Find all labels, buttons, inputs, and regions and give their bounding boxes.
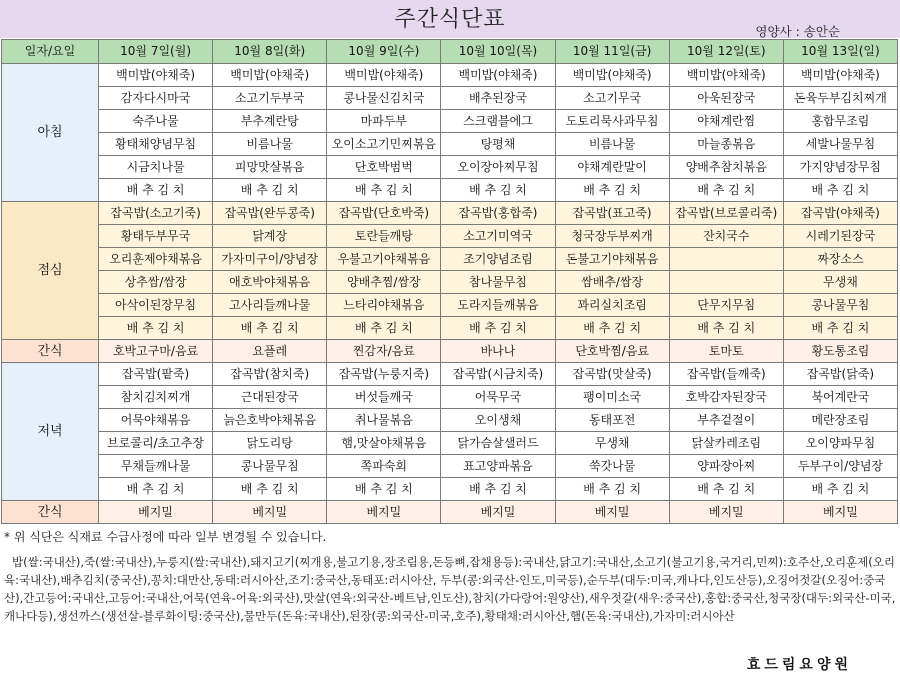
menu-cell: 닭가슴살샐러드	[441, 432, 555, 455]
menu-cell: 팽이미소국	[555, 386, 669, 409]
morning-row	[2, 110, 898, 133]
menu-cell: 꽈리실치조림	[555, 294, 669, 317]
menu-cell: 베지밀	[555, 501, 669, 524]
header-day-1: 10월 7일(월)	[99, 40, 213, 64]
menu-cell: 닭계장	[213, 225, 327, 248]
menu-cell: 시레기된장국	[783, 225, 897, 248]
menu-cell: 배 추 김 치	[99, 179, 213, 202]
menu-cell: 동태포전	[555, 409, 669, 432]
menu-cell: 백미밥(야채죽)	[327, 64, 441, 87]
menu-cell: 잡곡밥(참치죽)	[213, 363, 327, 386]
menu-cell: 오리훈제야채볶음	[99, 248, 213, 271]
menu-cell: 돈불고기야채볶음	[555, 248, 669, 271]
header-row	[2, 40, 898, 64]
menu-cell: 백미밥(야채죽)	[213, 64, 327, 87]
origin-text: 밥(쌀:국내산),죽(쌀:국내산),누룽지(쌀:국내산),돼지고기(찌개용,불고기용,장조림용,돈등뼈,잡채용등):국내산,닭고기:국내산,소고기(불고기용,국거리,민찌):호주산,오리훈제(오리육:국내산),배추김치(중국산),꽁치:대만산,동태:러시아산,조기:중국산,동태포:러시아산, 두부(콩:외국산-인도,미국등),순두부(대두:미국,캐나다,인도산등),오징어젓갈(오징어:중국산),간고등어:국내산,고등어:국내산,어묵(연육-어육:외국산),맛살(연육:외국산-베트남,인도산),참치(가다랑어:원양산),새우젓갈(새우:중국산),홍합:중국산,청국장(대두:외국산-미국,캐나다등),생선까스(생선살-블루화이팅:중국산),물만두(돈육:국내산),된장(콩:외국산-미국,호주),황태채:러시아산,햄(돈육:국내산),가자미:러시아산	[4, 555, 896, 623]
menu-cell: 백미밥(야채죽)	[441, 64, 555, 87]
lunch-row	[2, 271, 898, 294]
menu-cell: 버섯들깨국	[327, 386, 441, 409]
morning-row	[2, 64, 898, 87]
weekly-menu-table	[1, 39, 898, 524]
dinner-row	[2, 409, 898, 432]
menu-cell: 배 추 김 치	[555, 478, 669, 501]
menu-cell: 근대된장국	[213, 386, 327, 409]
menu-cell: 백미밥(야채죽)	[669, 64, 783, 87]
menu-cell: 배 추 김 치	[669, 317, 783, 340]
menu-cell: 참나물무침	[441, 271, 555, 294]
menu-cell: 무채들깨나물	[99, 455, 213, 478]
menu-cell: 단무지무침	[669, 294, 783, 317]
menu-cell: 베지밀	[327, 501, 441, 524]
menu-cell: 호박감자된장국	[669, 386, 783, 409]
menu-cell: 배 추 김 치	[669, 478, 783, 501]
menu-cell: 황태채양념무침	[99, 133, 213, 156]
menu-cell: 비름나물	[555, 133, 669, 156]
header-day-7: 10월 13일(일)	[783, 40, 897, 64]
snack2-row	[2, 501, 898, 524]
menu-cell: 상추쌈/쌈장	[99, 271, 213, 294]
menu-cell: 탕평채	[441, 133, 555, 156]
dinner-row	[2, 455, 898, 478]
menu-cell: 배 추 김 치	[555, 317, 669, 340]
menu-cell: 어묵야채볶음	[99, 409, 213, 432]
menu-cell: 콩나물무침	[213, 455, 327, 478]
menu-cell: 잡곡밥(브로콜리죽)	[669, 202, 783, 225]
menu-cell: 배 추 김 치	[441, 179, 555, 202]
menu-cell: 어묵무국	[441, 386, 555, 409]
menu-cell: 부추겉절이	[669, 409, 783, 432]
menu-cell: 잡곡밥(야채죽)	[783, 202, 897, 225]
menu-cell: 배 추 김 치	[327, 179, 441, 202]
menu-cell: 소고기무국	[555, 87, 669, 110]
menu-cell: 배 추 김 치	[441, 478, 555, 501]
header-day-5: 10월 11일(금)	[555, 40, 669, 64]
menu-cell: 시금치나물	[99, 156, 213, 179]
menu-cell: 황도통조림	[783, 340, 897, 363]
header-day-4: 10월 10일(목)	[441, 40, 555, 64]
header-day-2: 10월 8일(화)	[213, 40, 327, 64]
dinner-label: 저녁	[2, 363, 99, 501]
menu-cell: 북어계란국	[783, 386, 897, 409]
menu-cell: 백미밥(야채죽)	[555, 64, 669, 87]
menu-cell: 요플레	[213, 340, 327, 363]
menu-cell: 배 추 김 치	[213, 317, 327, 340]
menu-cell: 잡곡밥(홍합죽)	[441, 202, 555, 225]
menu-cell: 돈육두부김치찌개	[783, 87, 897, 110]
menu-cell: 배 추 김 치	[783, 317, 897, 340]
morning-row	[2, 87, 898, 110]
menu-cell	[669, 271, 783, 294]
menu-cell: 참치김치찌개	[99, 386, 213, 409]
menu-cell: 양배추참치볶음	[669, 156, 783, 179]
morning-row	[2, 133, 898, 156]
menu-cell: 잡곡밥(맛살죽)	[555, 363, 669, 386]
menu-cell: 잡곡밥(팥죽)	[99, 363, 213, 386]
menu-cell: 베지밀	[99, 501, 213, 524]
menu-cell: 오이양파무침	[783, 432, 897, 455]
menu-cell: 도라지들깨볶음	[441, 294, 555, 317]
menu-cell: 청국장두부찌개	[555, 225, 669, 248]
menu-cell: 황태두부무국	[99, 225, 213, 248]
lunch-row	[2, 225, 898, 248]
menu-cell: 오이생채	[441, 409, 555, 432]
lunch-label: 점심	[2, 202, 99, 340]
menu-cell: 브로콜리/초고추장	[99, 432, 213, 455]
menu-cell: 느타리야채볶음	[327, 294, 441, 317]
facility-name: 효드림요양원	[746, 657, 852, 673]
menu-cell: 호박고구마/음료	[99, 340, 213, 363]
menu-cell: 마늘종볶음	[669, 133, 783, 156]
menu-cell: 잡곡밥(시금치죽)	[441, 363, 555, 386]
menu-cell: 애호박야채볶음	[213, 271, 327, 294]
nutritionist-label: 영양사 : 송안순	[755, 24, 840, 39]
lunch-row	[2, 248, 898, 271]
dinner-row	[2, 432, 898, 455]
menu-cell: 도토리묵사과무침	[555, 110, 669, 133]
snack1-row	[2, 340, 898, 363]
menu-cell: 소고기미역국	[441, 225, 555, 248]
page-title: 주간식단표	[394, 7, 506, 32]
morning-row	[2, 179, 898, 202]
menu-cell: 베지밀	[669, 501, 783, 524]
menu-cell: 백미밥(야채죽)	[783, 64, 897, 87]
menu-cell: 부추계란탕	[213, 110, 327, 133]
header-day-6: 10월 12일(토)	[669, 40, 783, 64]
menu-cell: 아욱된장국	[669, 87, 783, 110]
menu-cell: 배 추 김 치	[555, 179, 669, 202]
menu-cell: 배 추 김 치	[441, 317, 555, 340]
menu-cell: 베지밀	[783, 501, 897, 524]
menu-cell: 표고양파볶음	[441, 455, 555, 478]
menu-cell: 배 추 김 치	[327, 478, 441, 501]
menu-cell: 잡곡밥(들깨죽)	[669, 363, 783, 386]
menu-cell: 쑥갓나물	[555, 455, 669, 478]
menu-cell: 백미밥(야채죽)	[99, 64, 213, 87]
menu-cell: 햄,맛살야채볶음	[327, 432, 441, 455]
menu-cell: 쪽파숙회	[327, 455, 441, 478]
menu-cell: 배 추 김 치	[213, 478, 327, 501]
menu-cell: 조기양념조림	[441, 248, 555, 271]
menu-cell: 스크램블에그	[441, 110, 555, 133]
menu-cell: 콩나물신김치국	[327, 87, 441, 110]
menu-cell: 메란장조림	[783, 409, 897, 432]
menu-cell: 잡곡밥(단호박죽)	[327, 202, 441, 225]
menu-cell: 베지밀	[441, 501, 555, 524]
menu-cell: 배 추 김 치	[213, 179, 327, 202]
menu-cell: 가자미구이/양념장	[213, 248, 327, 271]
menu-cell: 쌈배추/쌈장	[555, 271, 669, 294]
menu-cell: 배 추 김 치	[669, 179, 783, 202]
menu-cell: 취나물볶음	[327, 409, 441, 432]
snack2-label: 간식	[2, 501, 99, 524]
menu-cell: 피망맛살볶음	[213, 156, 327, 179]
menu-cell: 야채계란말이	[555, 156, 669, 179]
menu-cell: 가지양념장무침	[783, 156, 897, 179]
menu-cell: 배 추 김 치	[327, 317, 441, 340]
menu-cell: 비름나물	[213, 133, 327, 156]
menu-cell: 양파장아찌	[669, 455, 783, 478]
menu-cell: 세발나물무침	[783, 133, 897, 156]
menu-cell: 마파두부	[327, 110, 441, 133]
snack1-label: 간식	[2, 340, 99, 363]
menu-cell: 배추된장국	[441, 87, 555, 110]
dinner-row	[2, 363, 898, 386]
menu-cell: 오이소고기민찌볶음	[327, 133, 441, 156]
menu-cell: 콩나물무침	[783, 294, 897, 317]
menu-body	[2, 64, 898, 524]
header-day-3: 10월 9일(수)	[327, 40, 441, 64]
header-date-day: 일자/요일	[2, 40, 99, 64]
morning-label: 아침	[2, 64, 99, 202]
menu-cell: 닭살카레조림	[669, 432, 783, 455]
menu-cell: 잔치국수	[669, 225, 783, 248]
menu-cell: 베지밀	[213, 501, 327, 524]
notice-text: * 위 식단은 식재료 수급사정에 따라 일부 변경될 수 있습니다.	[4, 530, 327, 544]
menu-cell: 바나나	[441, 340, 555, 363]
menu-cell: 배 추 김 치	[99, 478, 213, 501]
morning-row	[2, 156, 898, 179]
menu-cell: 두부구이/양념장	[783, 455, 897, 478]
menu-cell: 감자다시마국	[99, 87, 213, 110]
lunch-row	[2, 202, 898, 225]
menu-cell: 배 추 김 치	[99, 317, 213, 340]
menu-cell: 찐감자/음료	[327, 340, 441, 363]
menu-cell: 단호박범벅	[327, 156, 441, 179]
menu-cell: 양배추찜/쌈장	[327, 271, 441, 294]
menu-cell: 배 추 김 치	[783, 478, 897, 501]
menu-cell: 토마토	[669, 340, 783, 363]
menu-cell: 홍합무조림	[783, 110, 897, 133]
lunch-row	[2, 317, 898, 340]
menu-cell: 야채계란찜	[669, 110, 783, 133]
menu-cell: 잡곡밥(소고기죽)	[99, 202, 213, 225]
menu-cell: 짜장소스	[783, 248, 897, 271]
menu-cell: 아삭이된장무침	[99, 294, 213, 317]
dinner-row	[2, 386, 898, 409]
menu-cell: 숙주나물	[99, 110, 213, 133]
menu-cell: 무생채	[555, 432, 669, 455]
menu-cell: 잡곡밥(완두콩죽)	[213, 202, 327, 225]
menu-cell: 우불고기야채볶음	[327, 248, 441, 271]
dinner-row	[2, 478, 898, 501]
menu-cell: 단호박찜/음료	[555, 340, 669, 363]
menu-cell: 배 추 김 치	[783, 179, 897, 202]
menu-cell: 고사리들깨나물	[213, 294, 327, 317]
menu-cell: 잡곡밥(표고죽)	[555, 202, 669, 225]
menu-cell: 닭도리탕	[213, 432, 327, 455]
menu-cell: 토란들깨탕	[327, 225, 441, 248]
menu-cell: 늙은호박야채볶음	[213, 409, 327, 432]
menu-cell: 잡곡밥(닭죽)	[783, 363, 897, 386]
menu-cell: 소고기두부국	[213, 87, 327, 110]
menu-cell: 잡곡밥(누룽지죽)	[327, 363, 441, 386]
lunch-row	[2, 294, 898, 317]
menu-cell: 오이장아찌무침	[441, 156, 555, 179]
menu-cell	[669, 248, 783, 271]
menu-cell: 무생채	[783, 271, 897, 294]
